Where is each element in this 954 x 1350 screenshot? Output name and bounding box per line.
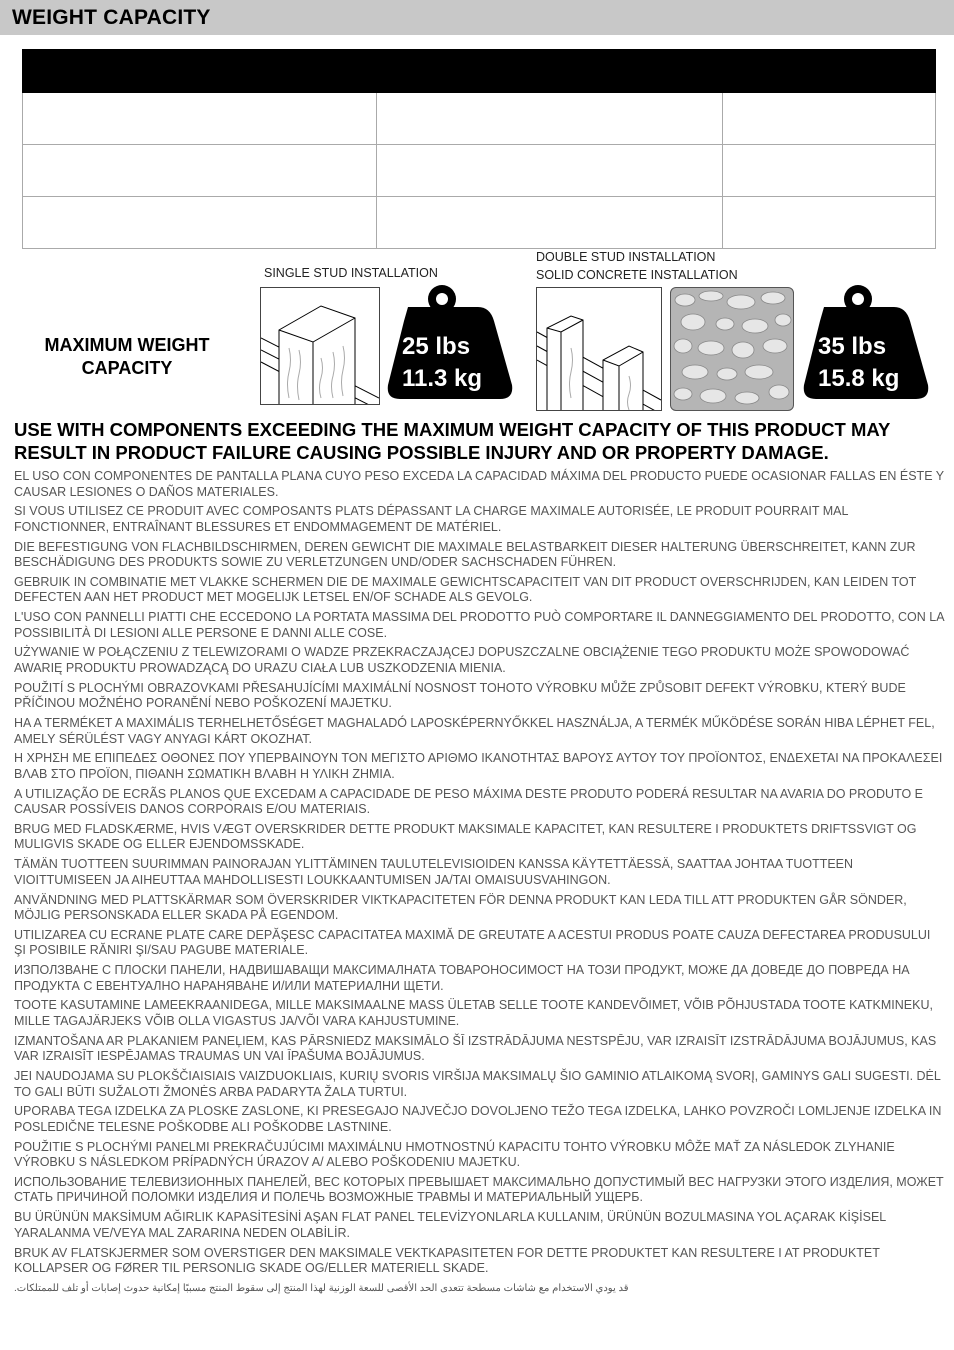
table-cell [723,93,936,145]
warning-translation: ИЗПОЛЗВАНЕ С ПЛОСКИ ПАНЕЛИ, НАДВИШАВАЩИ МАКСИМАЛНАТА ТОВАРОНОСИМОСТ НА ТОЗИ ПРОДУКТ, МОЖЕ ДА ДОВЕДЕ ДО ПОВРЕДА НА ПРОДУКТА С ЕВЕНТУАЛНО НАРАНЯВАНЕ И/ИЛИ МАТЕРИАЛНИ ЩЕТИ. [14,963,910,993]
single-weight-kg: 11.3 kg [402,365,483,392]
warning-translation: DIE BEFESTIGUNG VON FLACHBILDSCHIRMEN, DEREN GEWICHT DIE MAXIMALE BELASTBARKEIT DIESER HALTERUNG ÜBERSCHREITET, KANN ZUR BESCHÄDIGUNG DES PRODUKTS SOWIE ZU VERLETZUNGEN UND/ODER SACHSCHADEN FÜHREN. [14,539,916,570]
warning-translation: EL USO CON COMPONENTES DE PANTALLA PLANA CUYO PESO EXCEDA LA CAPACIDAD MÁXIMA DEL PRODUCTO PUEDE OCASIONAR FALLAS EN ÉSTE Y CAUSAR LESIONES O DAÑOS MATERIALES. [14,469,944,499]
table-cell [376,145,723,197]
warning-translation: TOOTE KASUTAMINE LAMEEKRAANIDEGA, MILLE MAKSIMAALNE MASS ÜLETAB SELLE TOOTE KANDEVÕIMET, VÕIB PÕHJUSTADA TOOTE KATKMINEKU, MILLE TAGAJÄRJEKS VÕIB OLLA VIGASTUS JA/VÕI VARA KAHJUSTUMINE. [14,998,933,1028]
table-row [23,197,936,249]
warning-translations [14,469,944,1301]
single-stud-illustration [260,287,380,405]
warning-translation: IZMANTOŠANA AR PLAKANIEM PANEĻIEM, KAS PĀRSNIEDZ MAKSIMĀLO ŠĪ IZSTRĀDĀJUMA NESTSPĒJU, VAR IZRAISĪT IZSTRĀDĀJUMA BOJĀJUMUS, KAS VAR IZRAISĪT IESPĒJAMAS TRAUMAS UN VAI ĪPAŠUMA BOJĀJUMUS. [14,1033,937,1064]
warning-translation: UŻYWANIE W POŁĄCZENIU Z TELEWIZORAMI O WADZE PRZEKRACZAJĄCEJ DOPUSZCZALNE OBCIĄŻENIE TEGO PRODUKTU MOŻE SPOWODOWAĆ AWARIĘ PRODUKTU PROWADZĄCĄ DO URAZU CIAŁA LUB USZKODZENIA MIENIA. [14,645,910,675]
warning-translation: BRUG MED FLADSKÆRME, HVIS VÆGT OVERSKRIDER DETTE PRODUKT MAKSIMALE KAPACITET, KAN RESULTERE I PRODUKTETS DRIFTSSVIGT OG MULIGVIS SKADE OG ELLER EJENDOMSSKADE. [14,821,917,852]
table-cell [723,145,936,197]
warning-translation: POUŽITÍ S PLOCHÝMI OBRAZOVKAMI PŘESAHUJÍCÍMI MAXIMÁLNÍ NOSNOST TOHOTO VÝROBKU MŮŽE ZPŮSOBIT DEFEKT VÝROBKU, KTERÝ BUDE PŘÍČINOU MOŽNÉHO PORANĚNÍ NEBO POŠKOZENÍ MAJETKU. [14,680,906,711]
section-title: WEIGHT CAPACITY [12,6,211,29]
spec-table [22,49,936,249]
spec-table-header-cell [723,50,936,93]
warning-translation: BU ÜRÜNÜN MAKSİMUM AĞIRLIK KAPASİTESİNİ AŞAN FLAT PANEL TELEVİZYONLARLA KULLANIM, ÜRÜNÜN BOZULMASINA YOL AÇARAK KİŞİSEL YARALANMA VE/VEYA MAL ZARARINA NEDEN OLABİLİR. [14,1210,886,1240]
double-stud-label-line1: DOUBLE STUD INSTALLATION [536,250,716,264]
table-row [23,145,936,197]
weight-badge-double [802,281,930,401]
table-cell [23,93,377,145]
table-cell [376,197,723,249]
single-stud-icon [261,288,379,404]
single-weight-lbs: 25 lbs [402,333,471,360]
warning-translation: L'USO CON PANNELLI PIATTI CHE ECCEDONO LA PORTATA MASSIMA DEL PRODOTTO PUÒ COMPORTARE IL DANNEGGIAMENTO DEL PRODOTTO, CON LA POSSIBILITÀ DI LESIONI ALLE PERSONE E DANNI ALLE COSE. [14,610,944,640]
spec-table-header-cell [23,50,377,93]
warning-title: USE WITH COMPONENTS EXCEEDING THE MAXIMUM WEIGHT CAPACITY OF THIS PRODUCT MAY RESULT IN PRODUCT FAILURE CAUSING POSSIBLE INJURY AND OR PROPERTY DAMAGE. [14,419,891,463]
max-weight-label [28,334,226,380]
weight-badge-single [386,281,514,401]
warning-translation: ИСПОЛЬЗОВАНИЕ ТЕЛЕВИЗИОННЫХ ПАНЕЛЕЙ, ВЕС КОТОРЫХ ПРЕВЫШАЕТ МАКСИМАЛЬНО ДОПУСТИМЫЙ ВЕС НАГРУЗКИ ЭТОГО ИЗДЕЛИЯ, МОЖЕТ СТАТЬ ПРИЧИНОЙ ПОЛОМКИ ИЗДЕЛИЯ И ПОЛЕЧЬ ВОЗМОЖНЫЕ ТРАВМЫ И МАТЕРИАЛЬНЫЙ УЩЕРБ. [14,1174,944,1205]
concrete-icon [671,288,793,410]
concrete-wall-illustration [670,287,794,411]
warning-translation: Η ΧΡΗΣΗ ΜΕ ΕΠΙΠΕΔΕΣ ΟΘΟΝΕΣ ΠΟΥ ΥΠΕΡΒΑΙΝΟΥΝ ΤΟΝ ΜΕΓΙΣΤΟ ΑΡΙΘΜΟ ΙΚΑΝΟΤΗΤΑΣ ΒΑΡΟΥΣ ΑΥΤΟΥ ΤΟΥ ΠΡΟΪΟΝΤΟΣ, ΕΝΔΕΧΕΤΑΙ ΝΑ ΠΡΟΚΑΛΕΣΕΙ ΒΛΑΒ ΣΤΟ ΠΡΟΪΟΝ, ΠΙΘΑΝΗ ΣΩΜΑΤΙΚΗ ΒΛΑΒΗ Η ΥΛΙΚΗ ΖΗΜΙΑ. [14,751,943,781]
table-cell [23,145,377,197]
warning-translation: TÄMÄN TUOTTEEN SUURIMMAN PAINORAJAN YLITTÄMINEN TAULUTELEVISIOIDEN KANSSA KÄYTETTÄESSÄ, SAATTAA JOHTAA TUOTTEEN VIOITTUMISEEN JA AIHEUTTAA MAHDOLLISESTI LOUKKAANTUMISEN JA/TAI OMAISUUSVAHINGON. [14,857,854,887]
warning-translation: HA A TERMÉKET A MAXIMÁLIS TERHELHETŐSÉGET MAGHALADÓ LAPOSKÉPERNYŐKKEL HASZNÁLJA, A TERMÉK MŰKÖDÉSE SORÁN HIBA LÉPHET FEL, AMELY SÉRÜLÉST VAGY ANYAGI KÁRT OKOZHAT. [14,716,935,746]
section-header [0,0,954,35]
spec-table-header-cell [376,50,723,93]
double-weight-kg: 15.8 kg [818,365,900,392]
table-cell [376,93,723,145]
table-cell [723,197,936,249]
double-stud-illustration [536,287,662,411]
table-cell [23,197,377,249]
spec-table-header-row [23,50,936,93]
max-weight-label-line1: MAXIMUM WEIGHT [44,335,210,355]
warning-translation: UPORABA TEGA IZDELKA ZA PLOSKE ZASLONE, KI PRESEGAJO NAJVEČJO DOVOLJENO TEŽO TEGA IZDELKA, LAHKO POVZROČI LOMLJENJE IZDELKA IN POSLEDIČNE TELESNE POŠKODBE ALI POŠKODBE LASTNINE. [14,1104,942,1134]
warning-translation: POUŽITIE S PLOCHÝMI PANELMI PREKRAČUJÚCIMI MAXIMÁLNU HMOTNOSTNÚ KAPACITU TOHTO VÝROBKU MÔŽE MAŤ ZA NÁSLEDOK ZLYHANIE VÝROBKU S NÁSLEDKOM PRÍPADNÝCH ÚRAZOV A/ ALEBO POŠKODENIU MAJETKU. [14,1139,895,1170]
double-stud-icon [537,288,661,410]
warning-translation: SI VOUS UTILISEZ CE PRODUIT AVEC COMPOSANTS PLATS DÉPASSANT LA CHARGE MAXIMALE AUTORISÉE, LE PRODUIT POURRAIT MAL FONCTIONNER, ENTRAÎNANT BLESSURES ET ENDOMMAGEMENT DE MATÉRIEL. [14,504,848,534]
warning-translation: GEBRUIK IN COMBINATIE MET VLAKKE SCHERMEN DIE DE MAXIMALE GEWICHTSCAPACITEIT VAN DIT PRODUCT OVERSCHRIJDEN, KAN LEIDEN TOT DEFECTEN AAN HET PRODUCT MET MOGELIJK LETSEL EN/OF SCHADE ALS GEVOLG. [14,574,917,605]
warning-translation: ANVÄNDNING MED PLATTSKÄRMAR SOM ÖVERSKRIDER VIKTKAPACITETEN FÖR DENNA PRODUKT KAN LEDA TILL ATT PRODUKTEN GÅR SÖNDER, MÖJLIG PERSONSKADA ELLER SKADA PÅ EGENDOM. [14,892,907,923]
warning-translation: JEI NAUDOJAMA SU PLOKŠČIAISIAIS VAIZDUOKLIAIS, KURIŲ SVORIS VIRŠIJA MAKSIMALŲ ŠIO GAMINIO ATLAIKOMĄ SVORĮ, GAMINYS GALI SUGESTI. DĖL TO GALI BŪTI SUŽALOTI ŽMONĖS ARBA PADARYTA ŽALA TURTUI. [14,1069,941,1099]
warning-translation: قد يودي الاستخدام مع شاشات مسطحة تتعدى الحد الأقصى للسعة الوزنية لهذا المنتج إلى سقوط المنتج مسببًا إمكانية حدوث إصابات أو تلف للممتلكات. [14,1282,629,1294]
double-weight-lbs: 35 lbs [818,333,887,360]
double-stud-label-line2: SOLID CONCRETE INSTALLATION [536,268,738,282]
single-stud-label: SINGLE STUD INSTALLATION [264,266,438,280]
table-row [23,93,936,145]
double-stud-label [536,248,738,284]
warning-translation: A UTILIZAÇÃO DE ECRÃS PLANOS QUE EXCEDAM A CAPACIDADE DE PESO MÁXIMA DESTE PRODUTO PODERÁ RESULTAR NA AVARIA DO PRODUTO E CAUSAR POSSÍVEIS DANOS CORPORAIS E/OU MATERIAIS. [14,786,924,817]
max-weight-label-line2: CAPACITY [81,358,173,378]
warning-translation: UTILIZAREA CU ECRANE PLATE CARE DEPĂŞESC CAPACITATEA MAXIMĂ DE GREUTATE A ACESTUI PRODUS POATE CAUZA DEFECTAREA PRODUSULUI ŞI POSIBILE RĂNIRI ŞI/SAU PAGUBE MATERIALE. [14,927,931,958]
warning-translation: BRUK AV FLATSKJERMER SOM OVERSTIGER DEN MAKSIMALE VEKTKAPASITETEN FOR DETTE PRODUKTET KAN RESULTERE I AT PRODUKTET KOLLAPSER OG FØRER TIL PERSONLIG SKADE OG/ELLER MATERIELL SKADE. [14,1245,880,1276]
